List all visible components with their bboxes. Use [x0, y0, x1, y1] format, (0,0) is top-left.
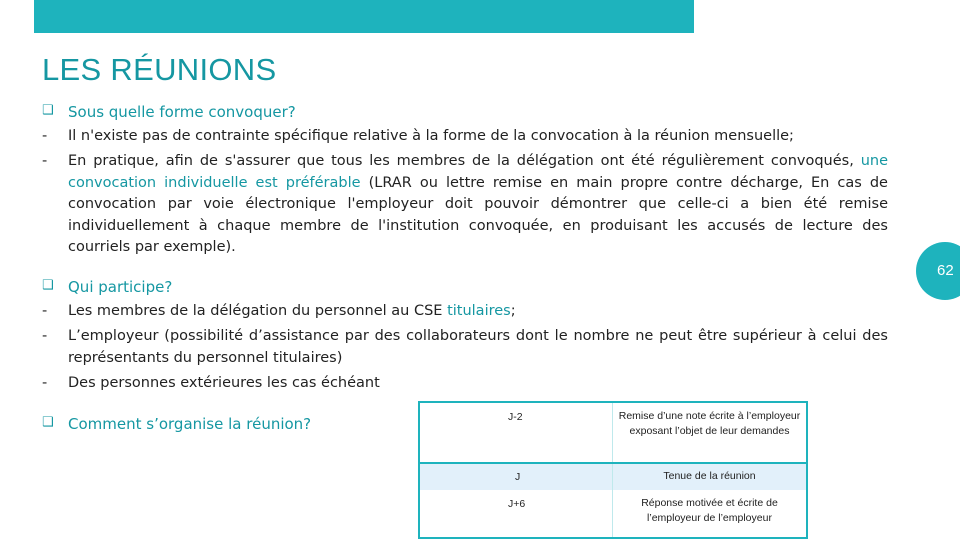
list-item: - Les membres de la délégation du personnel au CSE titulaires; — [42, 301, 888, 323]
table-cell-day: J+6 — [508, 498, 526, 510]
checkbox-bullet-icon: ❑ — [42, 415, 54, 430]
checkbox-bullet-icon: ❑ — [42, 278, 54, 293]
dash-bullet: - — [42, 153, 48, 169]
list-item: - En pratique, afin de s'assurer que tous les membres de la délégation ont été régulièrement convoqués, une convocation individuelle est préférable (LRAR ou lettre remise en main propre contre décharge, En cas de convocation par voie électronique l'employeur doit pouvoir démontrer que celle-ci a bien été remise individuellement à chaque membre de l'institution convoquée, en produisant les accusés de lecture des courriels par exemple). — [42, 153, 888, 255]
table-cell-action: Réponse motivée et écrite de l’employeur de l’employeur — [612, 490, 806, 537]
table-cell-action: Tenue de la réunion — [612, 464, 806, 491]
highlighted-text: titulaires — [447, 303, 511, 319]
table-cell-day: J-2 — [508, 411, 523, 423]
top-accent-bar — [34, 0, 694, 33]
dash-bullet: - — [42, 375, 48, 391]
checkbox-bullet-icon: ❑ — [42, 103, 54, 118]
list-item: - Il n'existe pas de contrainte spécifique relative à la forme de la convocation à la réunion mensuelle; — [42, 126, 888, 148]
table-cell-day: J — [515, 471, 521, 483]
page-number-badge — [916, 242, 960, 300]
dash-bullet: - — [42, 303, 48, 319]
page-number: 62 — [937, 262, 954, 279]
timeline-table — [418, 401, 808, 539]
dash-bullet: - — [42, 128, 48, 144]
table-row — [420, 403, 806, 462]
list-item: - Des personnes extérieures les cas échéant — [42, 373, 888, 395]
table-cell-action: Remise d’une note écrite à l’employeur exposant l’objet de leur demandes — [612, 403, 806, 462]
highlighted-text: une convocation individuelle est préférable — [68, 153, 888, 191]
table-row — [420, 490, 806, 537]
list-item: - L’employeur (possibilité d’assistance par des collaborateurs dont le nombre ne peut être supérieur à celui des représentants du personnel titulaires) — [42, 328, 888, 366]
dash-bullet: - — [42, 328, 48, 344]
table-row — [420, 462, 806, 492]
page-title: LES RÉUNIONS — [42, 52, 277, 87]
